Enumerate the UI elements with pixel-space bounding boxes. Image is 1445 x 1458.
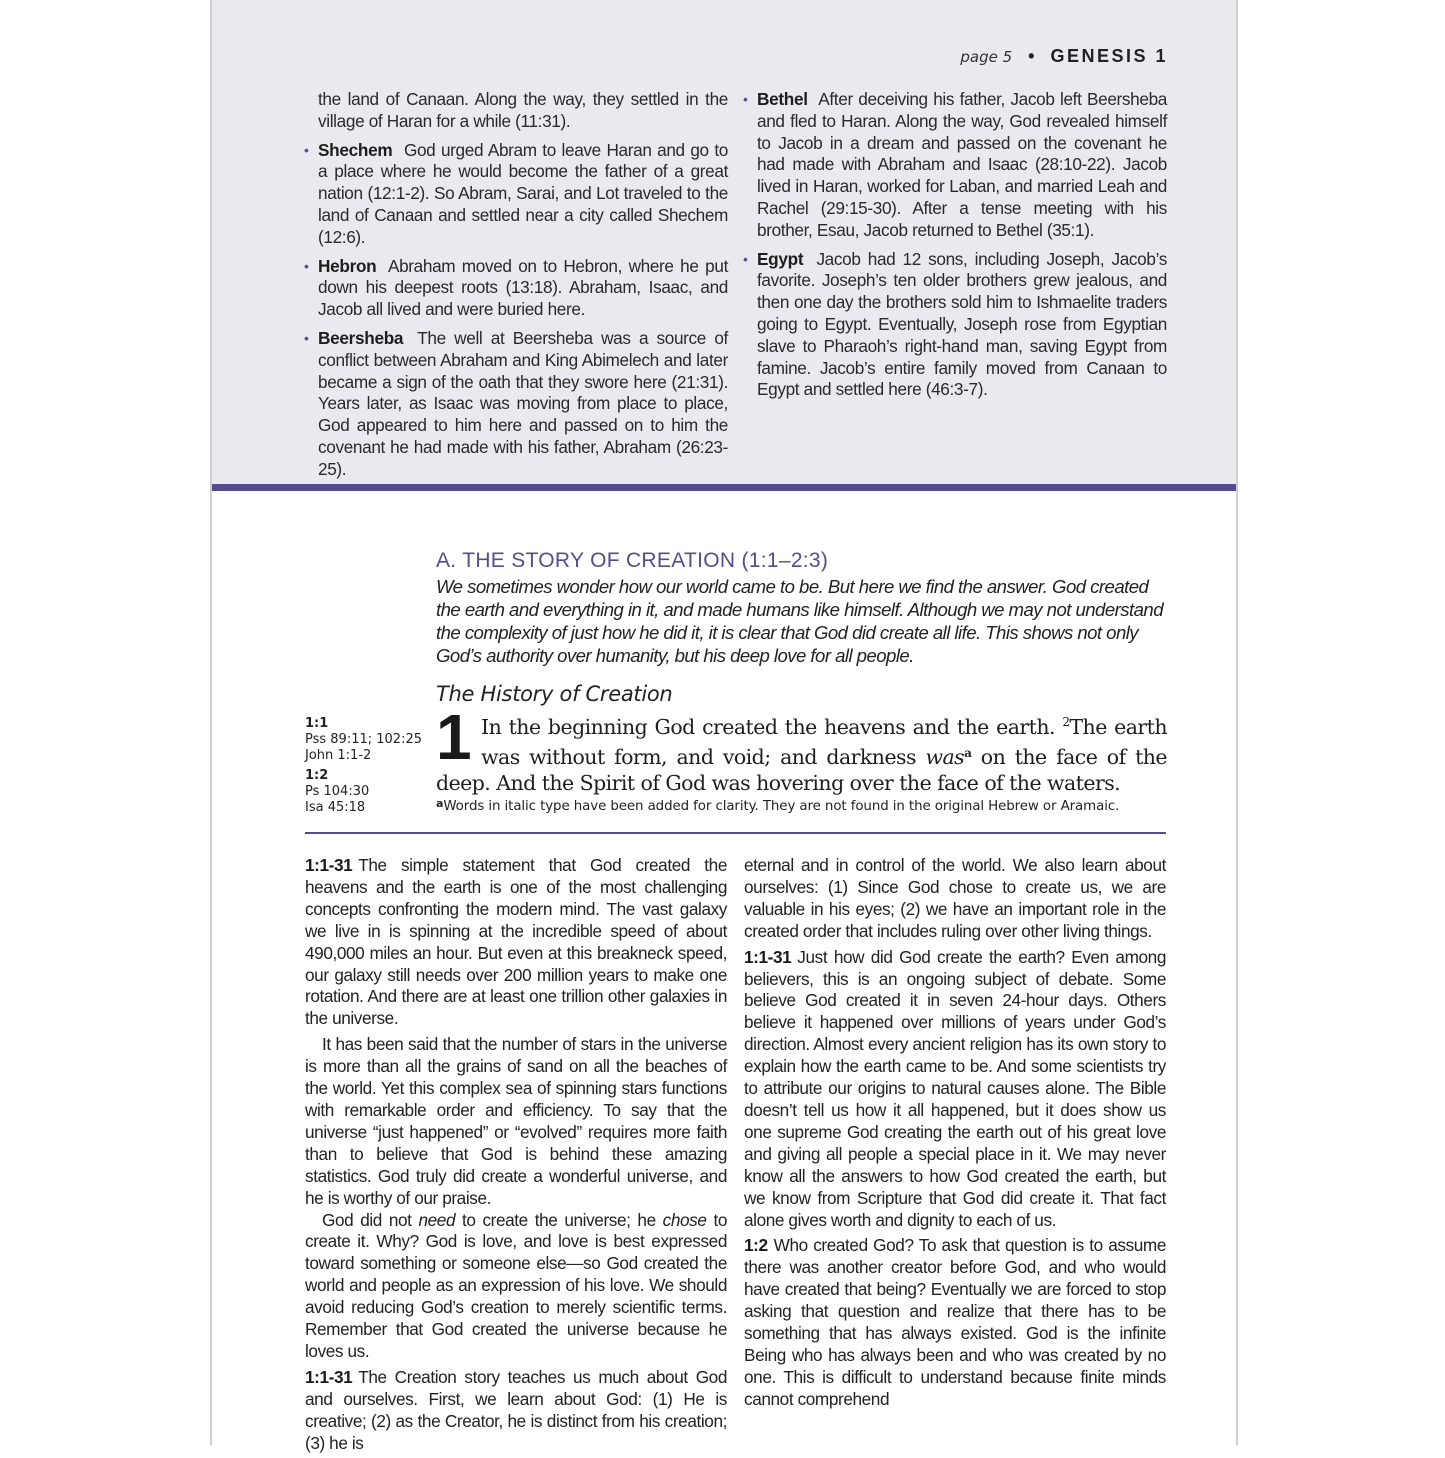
xref-line: Pss 89:11; 102:25 bbox=[305, 732, 422, 747]
xref-group bbox=[305, 768, 422, 816]
bullet-icon: • bbox=[304, 141, 309, 158]
sidebar-continuation: the land of Canaan. Along the way, they settled in the village of Haran for a while (11:31). bbox=[318, 89, 728, 131]
running-head bbox=[960, 46, 1168, 67]
study-note bbox=[305, 855, 727, 1030]
note-reference: 1:2 bbox=[744, 1235, 768, 1256]
cross-references bbox=[305, 716, 422, 820]
footnote-marker[interactable]: a bbox=[964, 746, 972, 760]
place-name: Egypt bbox=[757, 248, 804, 269]
study-note-paragraph bbox=[305, 1210, 727, 1363]
sidebar-item-egypt bbox=[743, 248, 1167, 402]
xref-line: Isa 45:18 bbox=[305, 800, 366, 815]
sidebar-left-column bbox=[304, 89, 728, 488]
footnote bbox=[436, 797, 1119, 814]
sidebar-right-column bbox=[743, 89, 1167, 408]
note-text: The Creation story teaches us much about God and ourselves. First, we learn about God: (1) He is creative; (2) as the Creator, he is distinct from his creation; (3) he is bbox=[305, 1366, 727, 1453]
sidebar-item-shechem bbox=[304, 139, 728, 249]
bullet-icon: • bbox=[743, 250, 748, 267]
chapter-number: 1 bbox=[436, 701, 472, 773]
study-note-continuation: eternal and in control of the world. We also learn about ourselves: (1) Since God chose to create us, we are valuable in his eyes; (2) we have an important role in the created order that includes ruling over other living things. bbox=[744, 855, 1166, 941]
xref-line: John 1:1-2 bbox=[305, 748, 372, 763]
scripture-text bbox=[436, 701, 1167, 796]
note-text: to create it. Why? God is love, and love is best expressed toward something or someone else—so God created the world and people as an expression of his love. We should avoid reducing God’s creation to merely scientific terms. Remember that God created the universe because he loves us. bbox=[305, 1209, 727, 1361]
sidebar-item-hebron bbox=[304, 255, 728, 321]
verse-2b: on the face of the deep. And the Spirit of God was hovering over the face of the waters. bbox=[436, 745, 1167, 795]
verse-2a: The earth was without form, and void; and darkness bbox=[481, 715, 1167, 769]
study-notes-right bbox=[744, 855, 1166, 1415]
sidebar-box bbox=[212, 0, 1236, 484]
verse-1: In the beginning God created the heavens and the earth. bbox=[481, 715, 1055, 739]
xref-group bbox=[305, 716, 422, 764]
study-note bbox=[744, 947, 1166, 1232]
study-notes-left bbox=[305, 855, 727, 1458]
italic-added-word: was bbox=[925, 745, 965, 769]
study-note-paragraph: It has been said that the number of stars in the universe is more than all the grains of sand on all the beaches of the world. Yet this complex sea of spinning stars functions with remarkable order and efficiency. To say that the universe “just happened” or “evolved” requires more faith than to believe that God is behind these amazing statistics. God truly did create a wonderful universe, and he is worthy of our praise. bbox=[305, 1034, 727, 1208]
notes-divider bbox=[305, 832, 1166, 834]
bullet-icon: • bbox=[743, 91, 748, 107]
emphasis: need bbox=[418, 1209, 456, 1230]
place-description: Abraham moved on to Hebron, where he put down his deepest roots (13:18). Abraham, Isaac, and Jacob all lived and were buried here. bbox=[318, 255, 728, 320]
note-text: to create the universe; he bbox=[462, 1209, 656, 1230]
page-number: page 5 bbox=[960, 48, 1013, 66]
verse-number: 2 bbox=[1062, 715, 1070, 729]
note-reference: 1:1-31 bbox=[305, 1366, 353, 1387]
place-description: After deceiving his father, Jacob left Beersheba and fled to Haran. Along the way, God revealed himself to Jacob in a dream and passed on the covenant he had made with Abraham and Isaac (28:10-22). Jacob lived in Haran, worked for Laban, and married Leah and Rachel (29:15-30). After a tense meeting with his brother, Esau, Jacob returned to Bethel (35:1). bbox=[757, 89, 1167, 240]
study-note bbox=[744, 1235, 1166, 1410]
section-intro: We sometimes wonder how our world came to be. But here we find the answer. God created the earth and everything in it, and made humans like himself. Although we may not understand the complexity of just how he did it, it is clear that God did create all life. This shows not only God’s authority over humanity, but his deep love for all people. bbox=[436, 576, 1164, 666]
bible-page bbox=[210, 0, 1238, 1453]
study-note bbox=[305, 1367, 727, 1455]
note-text: Just how did God create the earth? Even among believers, this is an ongoing subject of debate. Some believe God created it in seven 24-hour days. Others believe it happened over millions of years under God’s direction. Almost every ancient religion has its own story to explain how the earth came to be. And some scientists try to attribute our origins to natural causes alone. The Bible doesn’t tell us how it all happened, but it does show us one supreme God creating the earth out of his great love and giving all people a special place in it. We may never know all the answers to how God created the earth, but we know from Scripture that God did create it. That fact alone gives worth and dignity to each of us. bbox=[744, 946, 1166, 1230]
place-name: Bethel bbox=[757, 89, 808, 109]
xref-verse: 1:1 bbox=[305, 716, 329, 731]
sidebar-item-bethel bbox=[743, 89, 1167, 242]
bullet-icon: • bbox=[304, 257, 309, 274]
bullet-icon: • bbox=[304, 329, 309, 346]
place-description: God urged Abram to leave Haran and go to a place where he would become the father of a great nation (12:1-2). So Abram, Sarai, and Lot traveled to the land of Canaan and settled near a city called Shechem (12:6). bbox=[318, 139, 728, 247]
emphasis: chose bbox=[662, 1209, 707, 1230]
sidebar-item-beersheba bbox=[304, 327, 728, 481]
place-name: Beersheba bbox=[318, 327, 404, 348]
bullet-separator: • bbox=[1028, 46, 1035, 66]
pericope-heading: The History of Creation bbox=[436, 682, 673, 706]
note-reference: 1:1-31 bbox=[305, 855, 353, 875]
place-name: Shechem bbox=[318, 139, 393, 160]
section-divider bbox=[212, 484, 1236, 491]
xref-line: Ps 104:30 bbox=[305, 784, 370, 799]
footnote-mark: a bbox=[436, 797, 444, 810]
place-name: Hebron bbox=[318, 255, 377, 276]
note-text: The simple statement that God created the heavens and the earth is one of the most challenging concepts confronting the modern mind. The vast galaxy we live in is spinning at the incredible speed of about 490,000 miles an hour. But even at this breakneck speed, our galaxy still needs over 200 million years to make one rotation. And there are at least one trillion other galaxies in the universe. bbox=[305, 855, 727, 1029]
place-description: The well at Beersheba was a source of conflict between Abraham and King Abimelech and later became a sign of the oath that they swore here (21:31). Years later, as Isaac was moving from place to place, God appeared to him here and passed on to him the covenant he had made with his father, Abraham (26:23-25). bbox=[318, 327, 728, 479]
book-chapter: GENESIS 1 bbox=[1050, 46, 1168, 66]
footnote-text: Words in italic type have been added for clarity. They are not found in the original Hebrew or Aramaic. bbox=[443, 799, 1120, 814]
section-title: A. THE STORY OF CREATION (1:1–2:3) bbox=[436, 549, 829, 572]
place-description: Jacob had 12 sons, including Joseph, Jacob’s favorite. Joseph’s ten older brothers grew jealous, and then one day the brothers sold him to Ishmaelite traders going to Egypt. Eventually, Joseph rose from Egyptian slave to Pharaoh’s right-hand man, saving Egypt from famine. Jacob’s entire family moved from Canaan to Egypt and settled here (46:3-7). bbox=[757, 248, 1167, 400]
xref-verse: 1:2 bbox=[305, 768, 329, 783]
note-text: Who created God? To ask that question is to assume there was another creator before God, and who would have created that being? Eventually we are forced to stop asking that question and realize that there has to be something that has always existed. God is the infinite Being who has always been and who was created by no one. This is difficult to understand because finite minds cannot comprehend bbox=[744, 1235, 1166, 1409]
note-reference: 1:1-31 bbox=[744, 946, 792, 967]
note-text: God did not bbox=[322, 1209, 412, 1230]
